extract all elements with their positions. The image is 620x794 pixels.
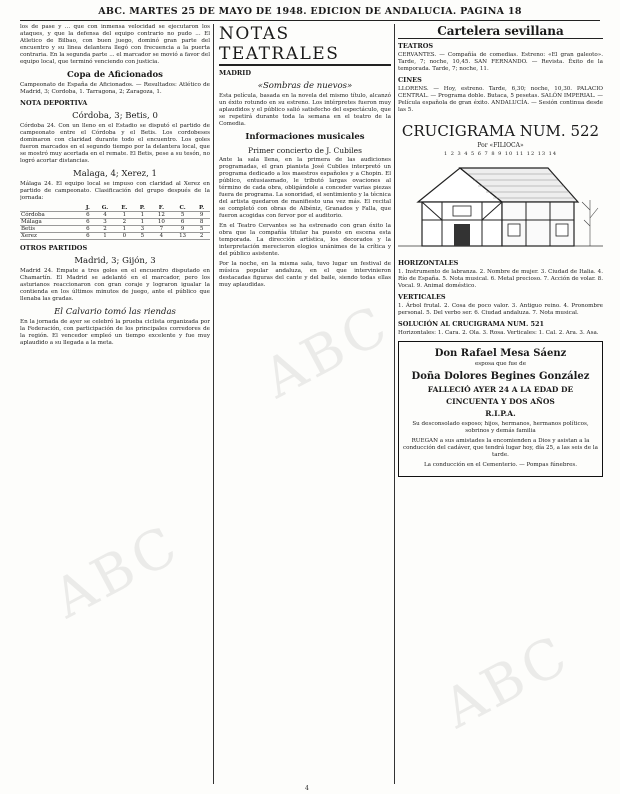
copa-heading: Copa de Aficionados	[67, 70, 163, 80]
verticales-label: VERTICALES	[398, 293, 446, 301]
door-icon	[454, 224, 470, 246]
standings-cell: 6	[172, 219, 193, 226]
standings-cell: Xerez	[20, 233, 81, 240]
standings-cell: 5	[134, 233, 151, 240]
crossword-title: CRUCIGRAMA NUM. 522	[401, 122, 600, 140]
verticales-text: 1. Árbol frutal. 2. Cosa de poco valor. 3. Antiguo reino. 4. Pronombre personal. 5. Del verbo ser. 6. Ciudad andaluza. 7. Nota musical.	[398, 303, 603, 316]
malaga-text: Málaga 24. El equipo local se impuso con claridad al Xerez en partido de campeonato. Clasificación del grupo después de la jornada:	[20, 181, 210, 201]
page-header: ABC. MARTES 25 DE MAYO DE 1948. EDICION DE ANDALUCIA. PAGINA 18	[20, 6, 600, 21]
obra-text: En el Teatro Cervantes se ha estrenado con gran éxito la obra que la compañía titular ha puesto en escena esta temporada. La dirección artística, los decorados y la interpretación merecieron elogios unánimes de la crítica y del público asistente.	[219, 223, 391, 257]
column-listings	[398, 24, 603, 784]
teatros-text: CERVANTES. — Compañía de comedias. Estreno: «El gran galeoto». Tarde, 7; noche, 10,45. SAN FERNANDO. — Revista. Éxito de la temporada. Tarde, 7; noche, 11.	[398, 52, 603, 72]
cordoba-heading: Córdoba, 3; Betis, 0	[72, 111, 158, 121]
otros-partidos-label: OTROS PARTIDOS	[20, 244, 88, 252]
obituary-fallecio: FALLECIÓ AYER 24 A LA EDAD DE	[427, 385, 574, 394]
window-icon	[453, 206, 471, 216]
standings-header-cell: P.	[134, 205, 151, 212]
copa-text: Campeonato de España de Aficionados. — Resultados: Atlético de Madrid, 3; Cordoba, 1. Tarragona, 2; Zaragoza, 1.	[20, 82, 210, 95]
standings-cell: 1	[134, 212, 151, 219]
standings-cell: 3	[134, 226, 151, 233]
cordoba-text: Córdoba 24. Con un lleno en el Estadio se disputó el partido de campeonato entre el Córdoba y el Betis. Los cordobeses dominaron con claridad durante todo el encuentro. Los goles fueron marcados en el segundo tiempo por la delantera local, que se mostró muy acertada en el remate. El Betis, pese a su tesón, no logró acortar distancias.	[20, 123, 210, 164]
solucion-text: Horizontales: 1. Cara. 2. Ola. 3. Rosa. Verticales: 1. Cal. 2. Ara. 3. Asa.	[398, 330, 599, 336]
standings-cell: 12	[151, 212, 172, 219]
watermark-abc: ABC	[252, 292, 401, 411]
standings-cell: 1	[115, 226, 134, 233]
standings-row	[20, 226, 210, 233]
standings-cell: 5	[193, 226, 210, 233]
obituary-rip: R.I.P.A.	[485, 409, 516, 418]
standings-cell: 5	[172, 212, 193, 219]
intro-paragraph: los de pase y ... que con inmensa velocidad se ejecutaron los ataques, y que la defensa del equipo contrario no pudo ... El Atletico de Bilbao, con buen juego, dominó gran parte del encuentro y su linea delantera llegó con frecuencia a la puerta contraria. En la segunda parte ... el marcador se movió a favor del equipo local, que terminó venciendo con justicia.	[20, 24, 210, 65]
standings-cell: 1	[95, 233, 115, 240]
estreno-heading: «Sombras de nuevos»	[257, 81, 353, 91]
cartelera-title: Cartelera sevillana	[398, 24, 603, 39]
standings-cell: 3	[95, 219, 115, 226]
obituary-footer: La conducción en el Cementerio. — Pompas fúnebres.	[423, 462, 578, 468]
crossword-author: Por «FILIOCA»	[477, 142, 524, 149]
madrid-label: MADRID	[219, 69, 251, 77]
standings-cell: 7	[151, 226, 172, 233]
malaga-heading: Malaga, 4; Xerez, 1	[73, 169, 157, 179]
concierto-text: Ante la sala llena, en la primera de las audiciones programadas, el gran pianista José Cubiles interpretó un programa dedicado a los maestros españoles y a Chopin. El público, entusiasmado, le tributó largas ovaciones al término de cada obra, obligándole a conceder varias piezas fuera de programa. La sonoridad, el sentimiento y la técnica del artista quedaron de manifiesto una vez más. El recital se completó con obras de Albéniz, Granados y Falla, que fueron acogidas con fervor por el auditorio.	[219, 157, 391, 219]
standings-cell: Málaga	[20, 219, 81, 226]
standings-row	[20, 233, 210, 240]
standings-header-cell: P.	[193, 205, 210, 212]
house-illustration	[398, 160, 603, 252]
solucion-label: SOLUCIÓN AL CRUCIGRAMA NUM. 521	[398, 320, 545, 328]
crossword-numbers: 1 2 3 4 5 6 7 8 9 10 11 12 13 14	[443, 151, 558, 157]
standings-cell: 13	[172, 233, 193, 240]
obituary-ruegan: RUEGAN a sus amistades la encomienden a Dios y asistan a la conducción del cadáver, que tendrá lugar hoy, día 25, a las seis de la tarde.	[403, 438, 598, 458]
informaciones-heading: Informaciones musicales	[245, 132, 365, 142]
standings-cell: 10	[151, 219, 172, 226]
estreno-text: Esta película, basada en la novela del mismo título, alcanzó un éxito rotundo en su estreno. Los intérpretes fueron muy aplaudidos y el público salió satisfecho del espectáculo, que se repetirá durante toda la semana en el teatro de la Comedia.	[219, 93, 391, 127]
obituary-family: Su desconsolado esposo; hijos, hermanos, hermanos políticos, sobrinos y demás familia	[412, 421, 589, 434]
calvario-heading: El Calvario tomó las riendas	[54, 307, 176, 317]
window-icon	[508, 224, 520, 236]
horizontales-label: HORIZONTALES	[398, 259, 459, 267]
standings-cell: 1	[115, 212, 134, 219]
standings-cell: 2	[115, 219, 134, 226]
obituary-husband: Don Rafael Mesa Sáenz	[434, 348, 567, 359]
standings-row	[20, 212, 210, 219]
obituary-age: CINCUENTA Y DOS AÑOS	[446, 397, 555, 406]
page-number: 4	[305, 785, 309, 792]
standings-row	[20, 219, 210, 226]
cines-label: CINES	[398, 76, 422, 84]
standings-cell: 6	[81, 212, 95, 219]
obituary-name: Doña Dolores Begines González	[411, 371, 590, 382]
standings-header-cell: F.	[151, 205, 172, 212]
horizontales-text: 1. Instrumento de labranza. 2. Nombre de mujer. 3. Ciudad de Italia. 4. Río de España. 5. Nota musical. 6. Metal precioso. 7. Acción de volar. 8. Vocal. 9. Animal doméstico.	[398, 269, 603, 289]
cines-text: LLORENS. — Hoy, estreno. Tarde, 6,30; noche, 10,30. PALACIO CENTRAL. — Programa doble. Butaca, 5 pesetas. SALÓN IMPERIAL. — Película española de gran éxito. ANDALUCÍA. — Sesión continua desde las 5.	[398, 86, 603, 113]
watermark-abc: ABC	[42, 512, 191, 631]
standings-cell: 9	[193, 212, 210, 219]
concierto-heading: Primer concierto de J. Cubiles	[248, 146, 362, 155]
standings-cell: 8	[193, 219, 210, 226]
standings-header-cell: J.	[81, 205, 95, 212]
final-text: Por la noche, en la misma sala, tuvo lugar un festival de música popular andaluza, en el que intervinieron destacadas figuras del cante y del baile, siendo todas ellas muy aplaudidas.	[219, 261, 391, 288]
obituary-sub: esposa que fue de	[474, 361, 527, 367]
window-icon	[556, 224, 568, 236]
obituary-box	[398, 341, 603, 477]
standings-header-cell: G.	[95, 205, 115, 212]
notas-teatrales-title: NOTAS TEATRALES	[219, 24, 391, 66]
watermark-abc: ABC	[432, 622, 581, 741]
teatros-label: TEATROS	[398, 42, 434, 50]
column-divider-1	[213, 24, 214, 784]
column-theatre	[219, 24, 391, 784]
standings-cell: 9	[172, 226, 193, 233]
calvario-text: En la jornada de ayer se celebró la prueba ciclista organizada por la Federación, con participación de los principales corredores de la región. El vencedor empleó un tiempo excelente y fue muy aplaudido a su llegada a la meta.	[20, 319, 210, 346]
madrid-heading: Madrid, 3; Gijón, 3	[74, 256, 156, 266]
column-sports	[20, 24, 210, 784]
madrid-text: Madrid 24. Empate a tres goles en el encuentro disputado en Chamartín. El Madrid se adelantó en el marcador, pero los asturianos reaccionaron con gran coraje y lograron igualar la contienda en los últimos minutos de juego, ante el público que llenaba las gradas.	[20, 268, 210, 302]
column-divider-2	[394, 24, 395, 784]
standings-cell: 2	[193, 233, 210, 240]
standings-cell: 6	[81, 219, 95, 226]
standings-table	[20, 205, 210, 240]
standings-cell: Betis	[20, 226, 81, 233]
standings-header-cell: E.	[115, 205, 134, 212]
standings-header-cell: C.	[172, 205, 193, 212]
standings-cell: 2	[95, 226, 115, 233]
tree-icon	[582, 200, 598, 246]
nota-deportiva-label: NOTA DEPORTIVA	[20, 99, 88, 107]
standings-cell: 1	[134, 219, 151, 226]
standings-cell: Córdoba	[20, 212, 81, 219]
standings-cell: 4	[151, 233, 172, 240]
standings-cell: 4	[95, 212, 115, 219]
standings-cell: 0	[115, 233, 134, 240]
standings-cell: 6	[81, 226, 95, 233]
standings-cell: 6	[81, 233, 95, 240]
